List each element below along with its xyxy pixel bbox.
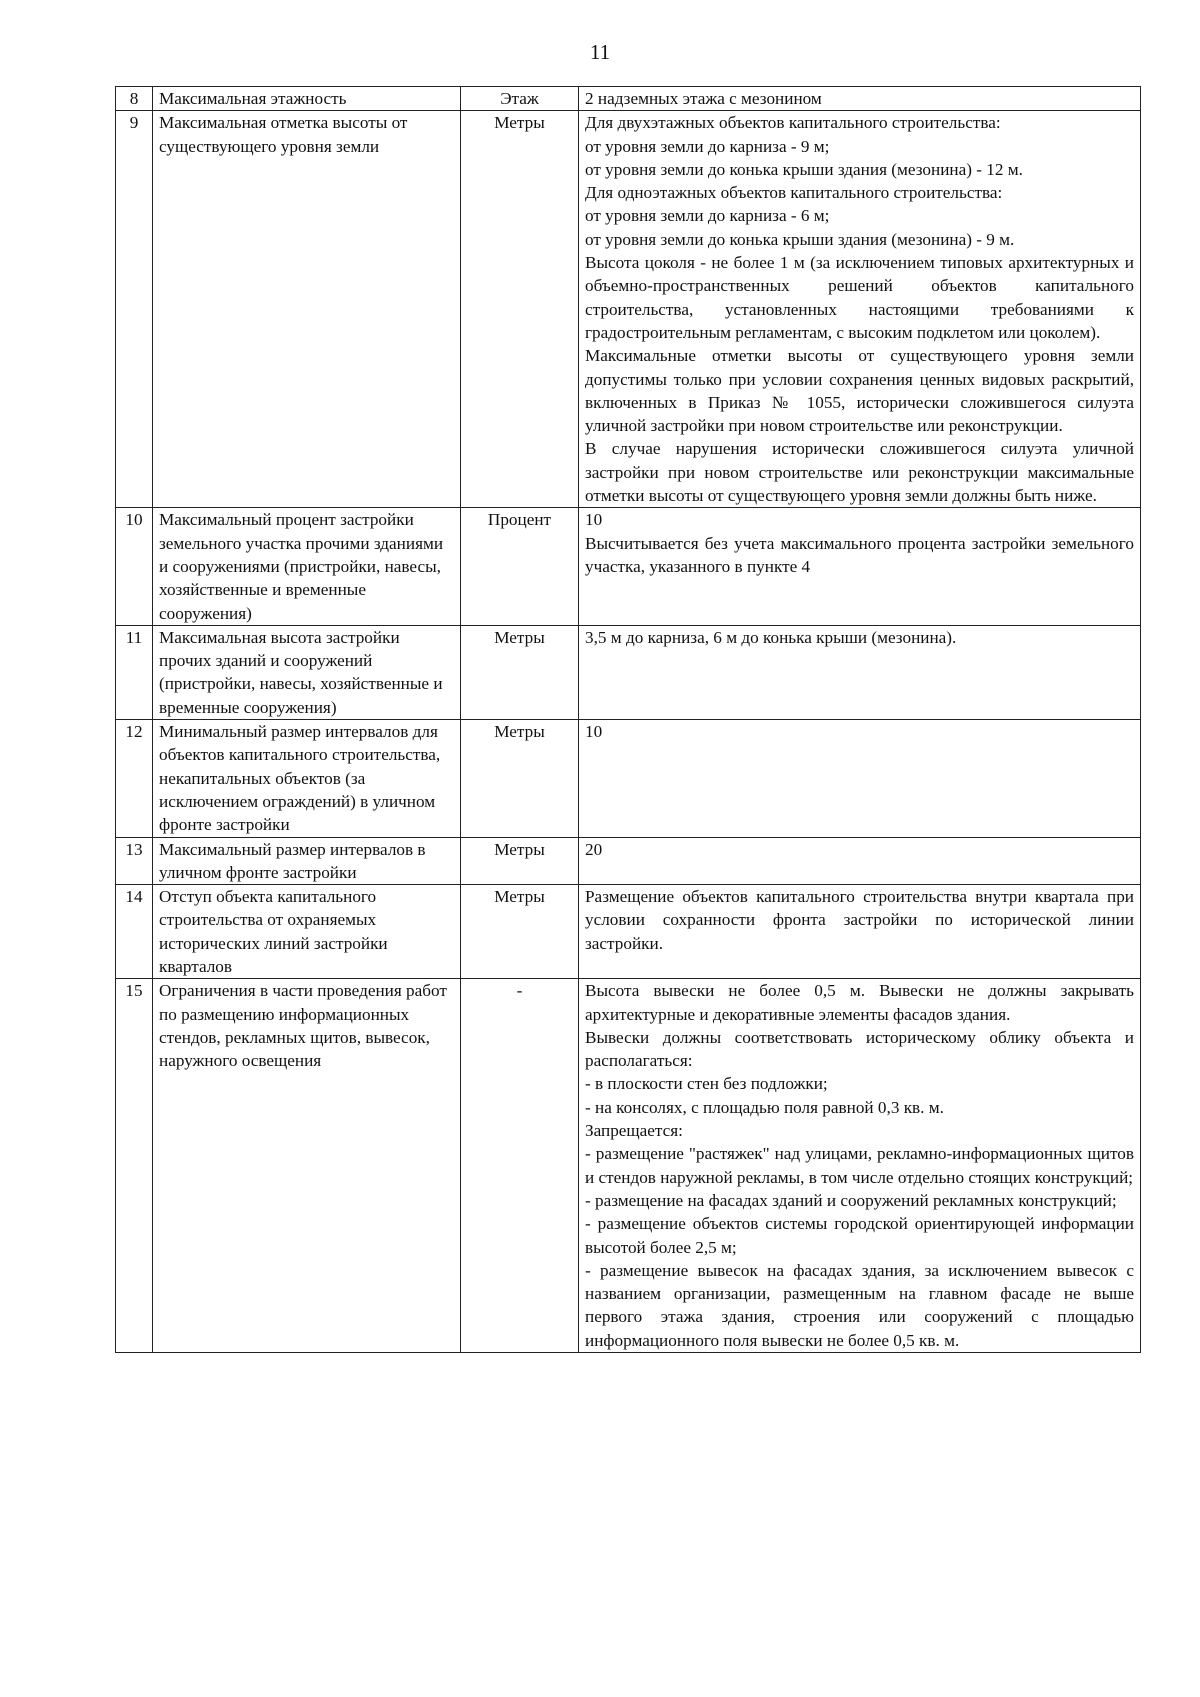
value-paragraph: В случае нарушения исторически сложившегося силуэта уличной застройки при новом строительстве или реконструкции максимальные отметки высоты от существующего уровня земли должны быть ниже. <box>585 439 1134 506</box>
parameter-name: Максимальная высота застройки прочих зданий и сооружений (пристройки, навесы, хозяйственные и временные сооружения) <box>153 625 461 719</box>
parameter-value <box>579 979 1141 1353</box>
table-row <box>116 979 1141 1353</box>
regulations-table <box>115 86 1141 1353</box>
value-paragraph: от уровня земли до конька крыши здания (мезонина) - 12 м. <box>585 159 1023 179</box>
parameter-value <box>579 625 1141 719</box>
row-number: 8 <box>116 87 153 111</box>
value-paragraph: от уровня земли до конька крыши здания (мезонина) - 9 м. <box>585 229 1015 249</box>
value-paragraph: Запрещается: <box>585 1121 683 1141</box>
value-paragraph: Максимальные отметки высоты от существующего уровня земли допустимы только при условии сохранения ценных видовых раскрытий, включенных в Приказ № 1055, исторически сложившегося силуэта уличной застройки при новом строительстве или реконструкции. <box>585 346 1134 436</box>
parameter-name: Максимальная отметка высоты от существующего уровня земли <box>153 111 461 508</box>
unit-of-measure: Метры <box>461 111 579 508</box>
unit-of-measure: - <box>461 979 579 1353</box>
value-paragraph: - размещение вывесок на фасадах здания, за исключением вывесок с названием организации, размещенным на главном фасаде не выше первого этажа здания, строения или сооружений с площадью информационного поля вывески не более 0,5 кв. м. <box>585 1260 1134 1350</box>
table-row <box>116 87 1141 111</box>
value-paragraph: Для одноэтажных объектов капитального строительства: <box>585 183 1003 203</box>
parameter-value <box>579 885 1141 979</box>
parameter-value <box>579 87 1141 111</box>
unit-of-measure: Метры <box>461 837 579 885</box>
parameter-name: Максимальная этажность <box>153 87 461 111</box>
value-paragraph: - размещение "растяжек" над улицами, рекламно-информационных щитов и стендов наружной рекламы, в том числе отдельно стоящих конструкций; <box>585 1144 1134 1187</box>
table-row <box>116 625 1141 719</box>
unit-of-measure: Метры <box>461 885 579 979</box>
value-paragraph: 2 надземных этажа с мезонином <box>585 89 822 108</box>
value-paragraph: - на консолях, с площадью поля равной 0,3 кв. м. <box>585 1097 944 1117</box>
unit-of-measure: Метры <box>461 720 579 837</box>
value-paragraph: Для двухэтажных объектов капитального строительства: <box>585 113 1001 133</box>
value-paragraph: 20 <box>585 839 603 859</box>
parameter-value <box>579 720 1141 837</box>
table-row <box>116 837 1141 885</box>
row-number: 12 <box>116 720 153 837</box>
parameter-name: Ограничения в части проведения работ по размещению информационных стендов, рекламных щитов, вывесок, наружного освещения <box>153 979 461 1353</box>
value-paragraph: 10 <box>585 510 603 530</box>
regulations-table-body <box>116 87 1141 1353</box>
table-row <box>116 111 1141 508</box>
value-paragraph: - размещение на фасадах зданий и сооружений рекламных конструкций; <box>585 1190 1117 1210</box>
value-paragraph: Размещение объектов капитального строительства внутри квартала при условии сохранности фронта застройки по исторической линии застройки. <box>585 887 1134 953</box>
value-paragraph: Вывески должны соответствовать историческому облику объекта и располагаться: <box>585 1027 1134 1071</box>
value-paragraph: Высчитывается без учета максимального процента застройки земельного участка, указанного в пункте 4 <box>585 533 1134 576</box>
value-paragraph: от уровня земли до карниза - 9 м; <box>585 136 830 156</box>
value-paragraph: 10 <box>585 722 603 742</box>
value-paragraph: 3,5 м до карниза, 6 м до конька крыши (мезонина). <box>585 627 957 647</box>
parameter-name: Максимальный процент застройки земельного участка прочими зданиями и сооружениями (пристройки, навесы, хозяйственные и временные сооружения) <box>153 508 461 625</box>
unit-of-measure: Метры <box>461 625 579 719</box>
parameter-name: Максимальный размер интервалов в уличном фронте застройки <box>153 837 461 885</box>
row-number: 15 <box>116 979 153 1353</box>
parameter-name: Минимальный размер интервалов для объектов капитального строительства, некапитальных объектов (за исключением ограждений) в уличном фронте застройки <box>153 720 461 837</box>
parameter-value <box>579 111 1141 508</box>
table-row <box>116 885 1141 979</box>
parameter-value <box>579 837 1141 885</box>
page-number: 11 <box>589 40 611 64</box>
value-paragraph: Высота вывески не более 0,5 м. Вывески не должны закрывать архитектурные и декоративные элементы фасадов здания. <box>585 981 1134 1024</box>
row-number: 14 <box>116 885 153 979</box>
unit-of-measure: Этаж <box>461 87 579 111</box>
parameter-value <box>579 508 1141 625</box>
table-row <box>116 720 1141 837</box>
row-number: 10 <box>116 508 153 625</box>
row-number: 11 <box>116 625 153 719</box>
value-paragraph: Высота цоколя - не более 1 м (за исключением типовых архитектурных и объемно-пространственных решений объектов капитального строительства, установленных настоящими требованиями к градостроительным регламентам, с высоким подклетом или цоколем). <box>585 253 1134 342</box>
parameter-name: Отступ объекта капитального строительства от охраняемых исторических линий застройки кварталов <box>153 885 461 979</box>
unit-of-measure: Процент <box>461 508 579 625</box>
value-paragraph: - размещение объектов системы городской ориентирующей информации высотой более 2,5 м; <box>585 1214 1134 1257</box>
value-paragraph: - в плоскости стен без подложки; <box>585 1074 828 1094</box>
row-number: 9 <box>116 111 153 508</box>
value-paragraph: от уровня земли до карниза - 6 м; <box>585 206 830 226</box>
table-row <box>116 508 1141 625</box>
row-number: 13 <box>116 837 153 885</box>
